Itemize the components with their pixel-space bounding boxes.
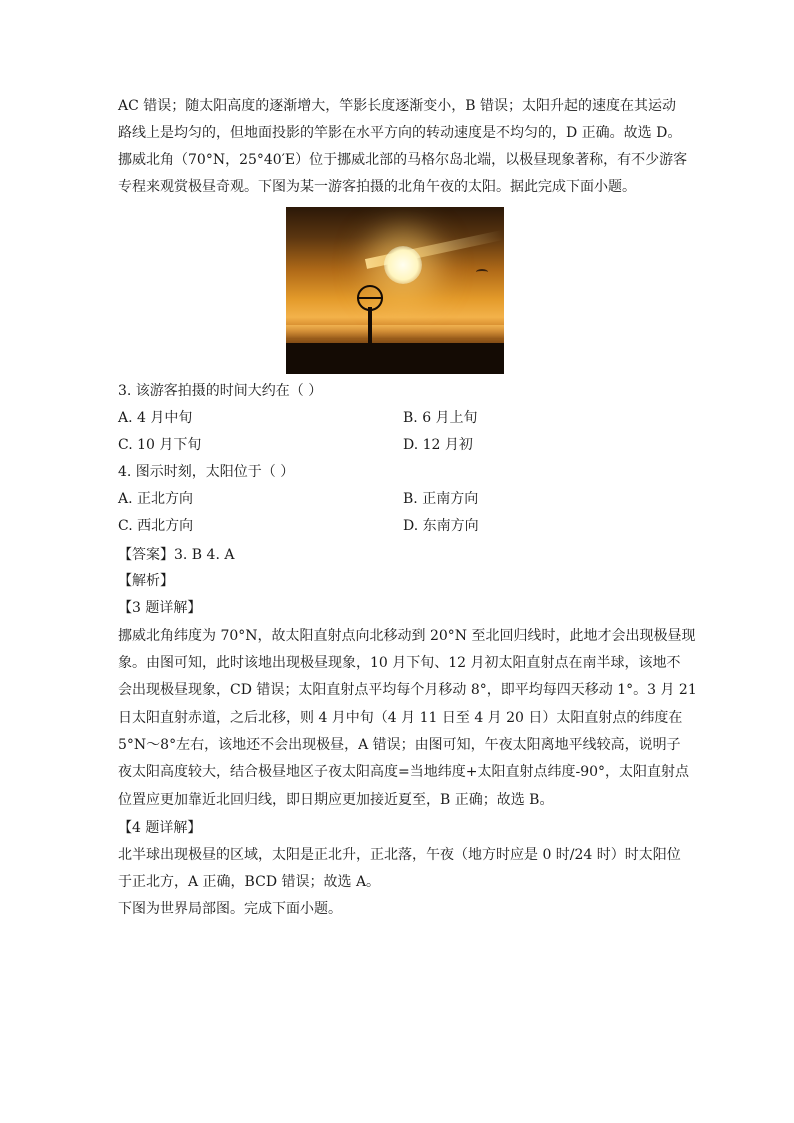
detail-4-line: 北半球出现极昼的区域，太阳是正北升，正北落，午夜（地方时应是 0 时/24 时）时太阳位	[118, 847, 681, 863]
globe-band	[357, 297, 383, 299]
bird-icon	[476, 269, 488, 275]
intro-line: 挪威北角（70°N，25°40′E）位于挪威北部的马格尔岛北端，以极昼现象著称，有不少游客	[118, 152, 688, 168]
detail-3-line: 5°N～8°左右，该地还不会出现极昼，A 错误；由图可知，午夜太阳离地平线较高，说明子	[118, 737, 681, 753]
detail-3-line: 位置应更加靠近北回归线，即日期应更加接近夏至，B 正确；故选 B。	[118, 792, 554, 808]
detail-4-line: 于正北方，A 正确，BCD 错误；故选 A。	[118, 874, 381, 890]
globe-stand	[368, 307, 372, 343]
analysis-heading: 【解析】	[118, 573, 174, 589]
detail-3-heading: 【3 题详解】	[118, 600, 202, 616]
midnight-sun-photo	[286, 207, 504, 374]
crowd-silhouette	[286, 343, 504, 374]
paragraph-line: 路线上是均匀的，但地面投影的竿影在水平方向的转动速度是不均匀的，D 正确。故选 D。	[118, 125, 682, 141]
question-4-stem: 4. 图示时刻，太阳位于（ ）	[118, 464, 295, 480]
detail-4-heading: 【4 题详解】	[118, 820, 202, 836]
option-3a: A. 4 月中旬	[118, 410, 193, 426]
detail-3-line: 日太阳直射赤道，之后北移，则 4 月中旬（4 月 11 日至 4 月 20 日）太阳直射点的纬度在	[118, 710, 683, 726]
detail-3-line: 挪威北角纬度为 70°N，故太阳直射点向北移动到 20°N 至北回归线时，此地才会出现极昼现	[118, 628, 696, 644]
option-3c: C. 10 月下旬	[118, 437, 202, 453]
intro-line: 专程来观赏极昼奇观。下图为某一游客拍摄的北角午夜的太阳。据此完成下面小题。	[118, 179, 636, 195]
detail-3-line: 象。由图可知，此时该地出现极昼现象，10 月下旬、12 月初太阳直射点在南半球，该地不	[118, 655, 681, 671]
option-4c: C. 西北方向	[118, 518, 194, 534]
horizon	[286, 325, 504, 339]
closing-line: 下图为世界局部图。完成下面小题。	[118, 901, 342, 917]
paragraph-line: AC 错误；随太阳高度的逐渐增大，竿影长度逐渐变小，B 错误；太阳升起的速度在其运动	[118, 98, 677, 114]
option-3b: B. 6 月上旬	[403, 410, 478, 426]
question-3-stem: 3. 该游客拍摄的时间大约在（ ）	[118, 383, 323, 399]
answer-line: 【答案】3. B 4. A	[118, 547, 235, 563]
sun-icon	[384, 246, 422, 284]
option-3d: D. 12 月初	[403, 437, 473, 453]
option-4d: D. 东南方向	[403, 518, 479, 534]
option-4a: A. 正北方向	[118, 491, 194, 507]
detail-3-line: 夜太阳高度较大，结合极昼地区子夜太阳高度=当地纬度+太阳直射点纬度-90°，太阳直射点	[118, 764, 690, 780]
detail-3-line: 会出现极昼现象，CD 错误；太阳直射点平均每个月移动 8°，即平均每四天移动 1°。3 月 21	[118, 682, 697, 698]
option-4b: B. 正南方向	[403, 491, 479, 507]
